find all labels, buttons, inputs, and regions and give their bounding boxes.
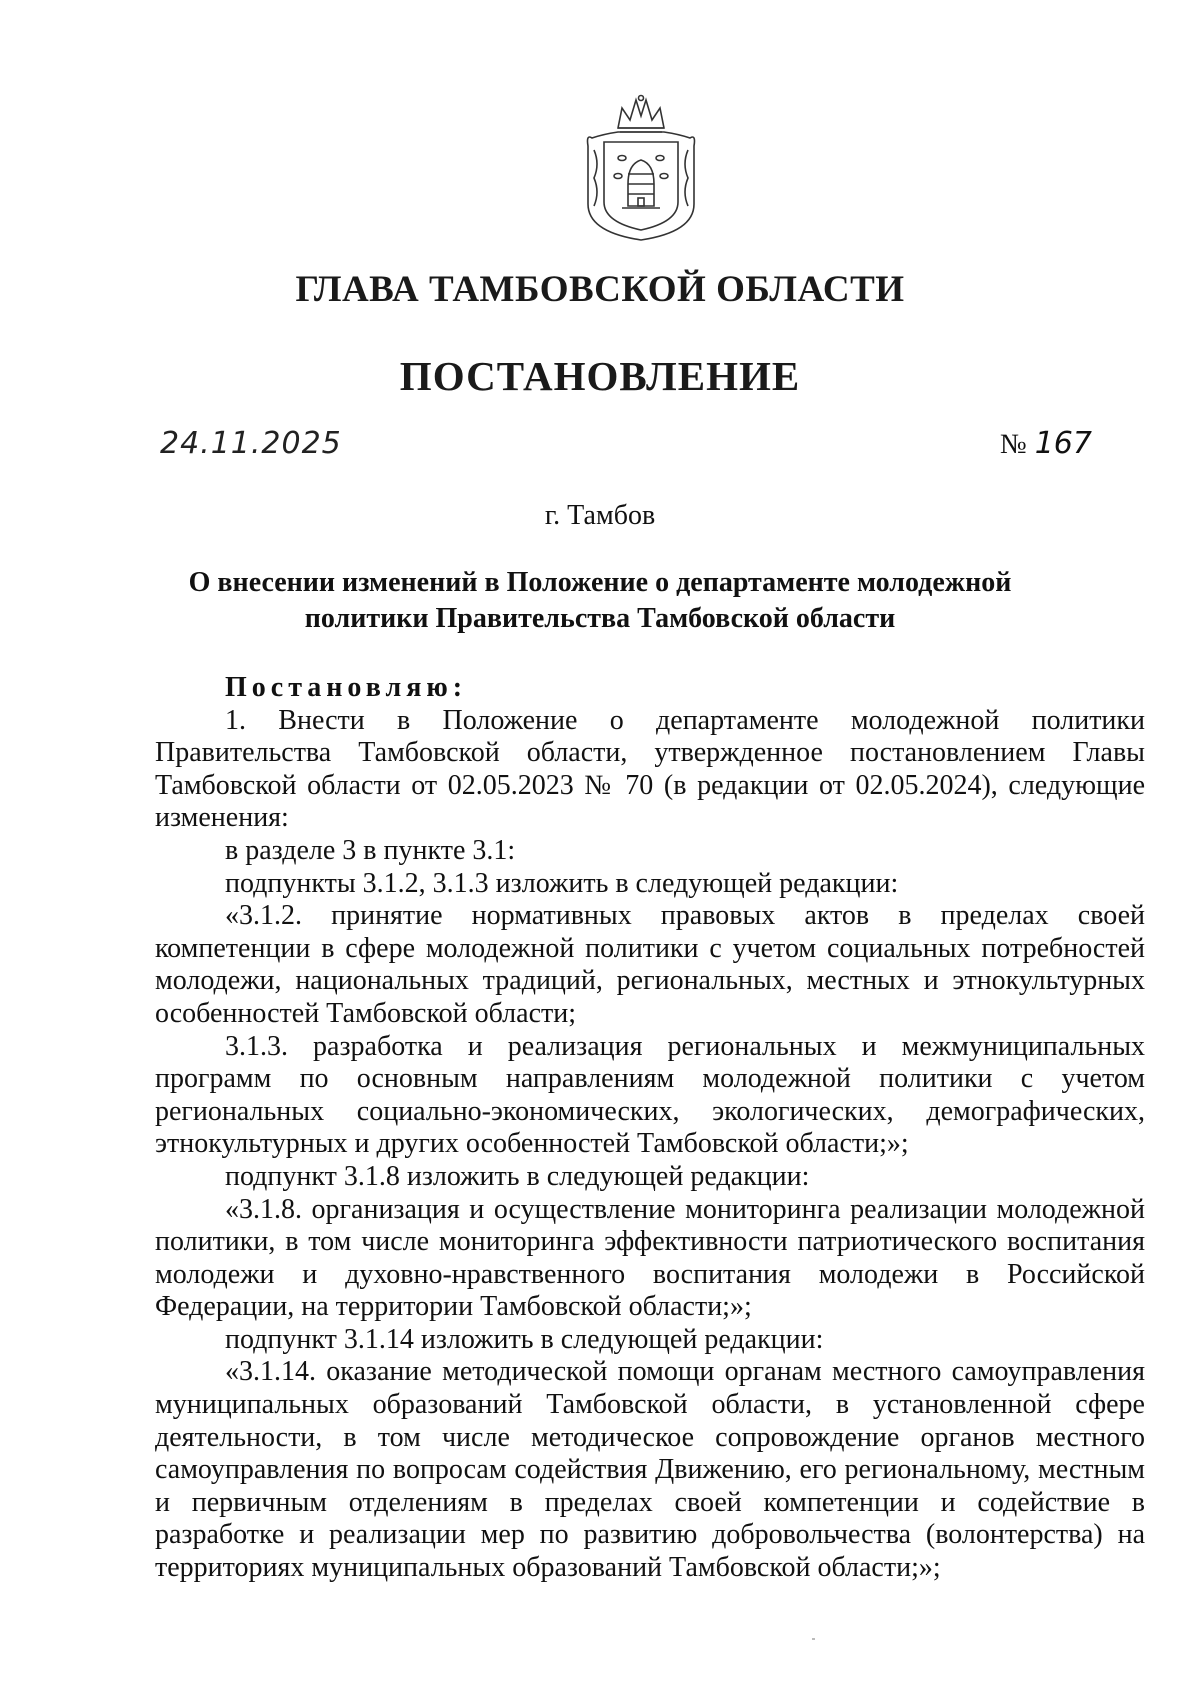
- document-subject: [150, 565, 1050, 637]
- issuing-authority: ГЛАВА ТАМБОВСКОЙ ОБЛАСТИ: [295, 269, 905, 310]
- paragraph: «3.1.14. оказание методической помощи органам местного самоуправления муниципальных образований Тамбовской области, в установленной сфере деятельности, в том числе методическое сопровождение органов местного самоуправления по вопросам содействия Движению, его региональному, местным и первичным отделениям в пределах своей компетенции и содействие в разработке и реализации мер по развитию добровольчества (волонтерства) на территориях муниципальных образований Тамбовской области;»;: [155, 1356, 1145, 1584]
- paragraph: «3.1.8. организация и осуществление мониторинга реализации молодежной политики, в том числе мониторинга эффективности патриотического воспитания молодежи и духовно-нравственного воспитания молодежи в Российской Федерации, на территории Тамбовской области;»;: [155, 1193, 1145, 1323]
- number-value: 167: [1034, 426, 1092, 461]
- document-type: ПОСТАНОВЛЕНИЕ: [399, 353, 801, 399]
- paragraph: подпункты 3.1.2, 3.1.3 изложить в следующей редакции:: [225, 867, 899, 899]
- document-body: [155, 672, 1145, 1585]
- number-label: №: [1000, 429, 1027, 460]
- paragraph: 1. Внести в Положение о департаменте молодежной политики Правительства Тамбовской области, утвержденное постановлением Главы Тамбовской области от 02.05.2023 № 70 (в редакции от 02.05.2024), следующие изменения:: [155, 704, 1145, 834]
- paragraph: «3.1.2. принятие нормативных правовых актов в пределах своей компетенции в сфере молодежной политики с учетом социальных потребностей молодежи, национальных традиций, региональных, местных и этнокультурных особенностей Тамбовской области;: [155, 900, 1145, 1029]
- document-number: [1000, 426, 1092, 461]
- scan-speck: [812, 1638, 815, 1640]
- subject-line: политики Правительства Тамбовской области: [304, 603, 896, 634]
- subject-line: О внесении изменений в Положение о департаменте молодежной: [188, 567, 1012, 598]
- resolve-heading: Постановляю:: [225, 672, 468, 703]
- document-date: 24.11.2025: [160, 426, 342, 461]
- coat-of-arms-icon: [578, 94, 704, 244]
- paragraph: подпункт 3.1.8 изложить в следующей редакции:: [225, 1160, 810, 1192]
- paragraph: в разделе 3 в пункте 3.1:: [225, 834, 516, 866]
- city: г. Тамбов: [544, 500, 656, 531]
- paragraph: подпункт 3.1.14 изложить в следующей редакции:: [225, 1323, 824, 1355]
- paragraph: 3.1.3. разработка и реализация региональных и межмуниципальных программ по основным направлениям молодежной политики с учетом региональных социально-экономических, экологических, демографических, этнокультурных и других особенностей Тамбовской области;»;: [155, 1030, 1145, 1160]
